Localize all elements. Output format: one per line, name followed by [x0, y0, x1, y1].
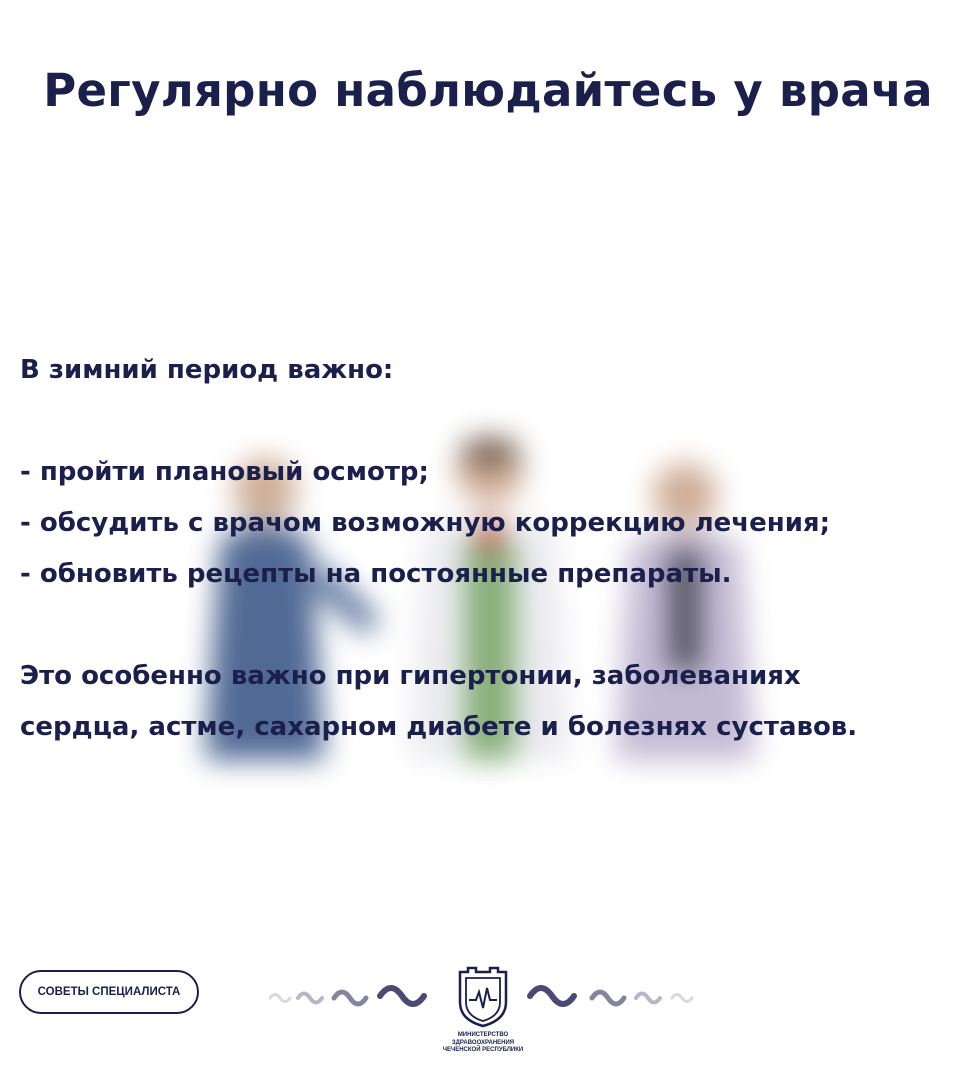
note-text-line: сердца, астме, сахарном диабете и болезнях суставов.: [20, 712, 858, 742]
list-item: - обновить рецепты на постоянные препараты.: [20, 559, 732, 589]
ministry-emblem-icon: [456, 966, 510, 1028]
ornament-left-icon: [262, 968, 442, 1028]
ministry-name: МИНИСТЕРСТВО ЗДРАВООХРАНЕНИЯ ЧЕЧЕНСКОЙ РЕСПУБЛИКИ: [442, 1032, 524, 1053]
page-title: Регулярно наблюдайтесь у врача: [43, 64, 933, 117]
main-content: [20, 345, 970, 753]
ornament-right-icon: [522, 968, 702, 1028]
note-text-line: Это особенно важно при гипертонии, заболеваниях: [20, 661, 801, 691]
specialist-advice-badge: СОВЕТЫ СПЕЦИАЛИСТА: [19, 970, 199, 1014]
intro-text: В зимний период важно:: [20, 355, 394, 385]
list-item: - пройти плановый осмотр;: [20, 457, 429, 487]
list-item: - обсудить с врачом возможную коррекцию лечения;: [20, 508, 830, 538]
